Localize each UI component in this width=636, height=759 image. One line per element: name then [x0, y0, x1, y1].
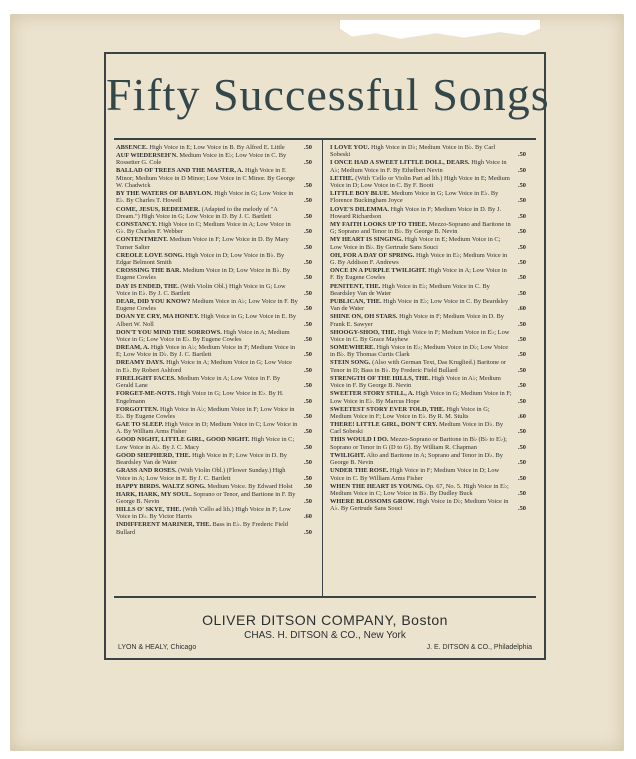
song-price: .50: [304, 274, 312, 282]
song-price: .50: [304, 228, 312, 236]
song-description: Medium Voice in G; Low Voice in E♭. By Florence Buckingham Joyce: [330, 190, 499, 205]
song-description: High Voice in F; Medium Voice in D; Low Voice in C. By William Arms Fisher: [330, 467, 500, 482]
song-entry: [116, 298, 312, 313]
song-entry: [330, 483, 526, 498]
song-title: MY HEART IS SINGING.: [330, 236, 403, 244]
song-entry: [330, 421, 526, 436]
song-title: SOMEWHERE.: [330, 344, 375, 352]
song-title: GRASS AND ROSES.: [116, 467, 177, 475]
song-entry: [330, 467, 526, 482]
song-entry: [116, 521, 312, 536]
song-entry: [116, 359, 312, 374]
song-price: .50: [518, 443, 526, 451]
song-price: .50: [304, 482, 312, 490]
song-title: OH, FOR A DAY OF SPRING.: [330, 251, 415, 259]
song-title: I ONCE HAD A SWEET LITTLE DOLL, DEARS.: [330, 159, 470, 167]
song-description: High Voice in E♭; Medium Voice in C. By Beardsley Van de Water: [330, 282, 490, 297]
song-price: .50: [518, 459, 526, 467]
song-price: .50: [518, 151, 526, 159]
song-title: UNDER THE ROSE.: [330, 467, 389, 475]
cover-frame: [104, 52, 550, 660]
song-title: DAY IS ENDED, THE.: [116, 282, 179, 290]
song-entry: [116, 467, 312, 482]
song-price: .50: [304, 366, 312, 374]
song-description: High Voice in G; Low Voice in E. By Albert W. Noll: [116, 313, 297, 328]
song-entry: [330, 267, 526, 282]
song-entry: [116, 406, 312, 421]
song-description: Medium Voice. By Edward Holst: [207, 482, 293, 490]
song-description: High Voice in D♭; Medium Voice in B♭. By Carl Sobeski: [330, 144, 496, 159]
song-entry: [116, 167, 312, 189]
song-description: High Voice in F; Medium Voice in D. By J. Howard Richardson: [330, 205, 502, 220]
song-price: .50: [304, 382, 312, 390]
song-entry: [330, 329, 526, 344]
song-description: (With 'Cello ad lib.) High Voice in F; Low Voice in D♭. By Victor Harris: [116, 506, 291, 521]
song-description: Bass in E♭. By Frederic Field Bullard: [116, 521, 288, 536]
song-price: .50: [518, 212, 526, 220]
song-list-right-column: [330, 144, 526, 513]
cover-title: Fifty Successful Songs: [106, 69, 550, 120]
song-description: High Voice in G; Low Voice in E♭. By Charles T. Howell: [116, 190, 294, 205]
song-entry: [330, 375, 526, 390]
song-price: .60: [518, 305, 526, 313]
song-description: Soprano or Tenor, and Baritone in F. By George B. Nevin: [116, 490, 296, 505]
song-title: STEIN SONG.: [330, 359, 371, 367]
song-title: CREOLE LOVE SONG.: [116, 251, 185, 259]
song-price: .50: [304, 144, 312, 151]
song-title: TWILIGHT.: [330, 451, 366, 459]
song-price: .50: [518, 382, 526, 390]
song-title: HILLS O' SKYE, THE.: [116, 506, 182, 514]
song-price: .50: [304, 459, 312, 467]
song-description: High Voice in D; Low Voice in B♭. By Edgar Belmont Smith: [116, 251, 285, 267]
song-entry: [116, 483, 312, 490]
song-entry: [330, 498, 526, 513]
song-entry: [330, 344, 526, 359]
song-description: High Voice in D; Medium Voice in C; Low Voice in A. By William Arms Fisher: [116, 421, 298, 436]
song-title: DOAN YE CRY, MA HONEY.: [116, 313, 200, 321]
song-price: .50: [304, 305, 312, 313]
song-title: ABSENCE.: [116, 144, 148, 151]
song-price: .50: [304, 182, 312, 190]
song-title: FIRELIGHT FACES.: [116, 374, 176, 382]
song-description: High Voice in D♭; Medium Voice in A♭. By Gertrude Sans Souci: [330, 497, 509, 513]
song-price: .50: [518, 259, 526, 267]
song-entry: [116, 206, 312, 221]
song-title: DON'T YOU MIND THE SORROWS.: [116, 328, 222, 336]
song-entry: [116, 344, 312, 359]
song-description: High Voice in E♭; Medium Voice in G. By Addison F. Andrews: [330, 251, 508, 267]
song-title: FORGOTTEN.: [116, 405, 159, 413]
song-title: CONSTANCY.: [116, 220, 158, 228]
song-title: THERE! LITTLE GIRL, DON'T CRY.: [330, 421, 438, 429]
song-entry: [116, 421, 312, 436]
song-description: High Voice in C; Low Voice in A♭. By J. C. Macy: [116, 436, 295, 451]
song-entry: [330, 283, 526, 298]
song-title: LETHE.: [330, 174, 354, 182]
song-price: .50: [518, 197, 526, 205]
song-price: .50: [518, 289, 526, 297]
song-description: Medium Voice in A♭; Low Voice in F. By Eugene Cowles: [116, 297, 298, 313]
song-title: WHERE BLOSSOMS GROW.: [330, 497, 415, 505]
song-title: HAPPY BIRDS. WALTZ SONG.: [116, 482, 206, 490]
song-entry: [330, 436, 526, 451]
song-price: .50: [304, 428, 312, 436]
song-title: SWEETEST STORY EVER TOLD, THE.: [330, 405, 445, 413]
song-price: .50: [304, 528, 312, 536]
song-entry: [330, 190, 526, 205]
song-entry: [330, 221, 526, 236]
song-description: High Voice in E; Medium Voice in C; Low Voice in B♭. By Gertrude Sans Souci: [330, 236, 501, 251]
song-entry: [116, 452, 312, 467]
song-description: High Voice in A♭; Medium Voice in F. By George B. Nevin: [330, 374, 501, 390]
song-entry: [116, 436, 312, 451]
song-description: High Voice in A♭; Medium Voice in F; Medium Voice in E; Low Voice in D♭. By J. C. Bartlett: [116, 344, 296, 359]
song-description: Op. 67, No. 5. High Voice in E♭; Medium Voice in C; Low Voice in B♭. By Dudley Buck: [330, 482, 509, 497]
song-description: (Also with German Text, Das Kruglied.) Baritone or Tenor in D; Bass in B♭. By Frederic Field Bullard: [330, 359, 506, 374]
song-list-left-column: [116, 144, 312, 537]
song-title: SHOOGY-SHOO, THE.: [330, 328, 397, 336]
song-description: Mezzo-Soprano and Baritone in G; Soprano and Tenor in B♭. By George B. Nevin: [330, 220, 511, 236]
song-description: (Adapted to the melody of "A Dream.") High Voice in G; Low Voice in D. By J. C. Bartlett: [116, 205, 278, 220]
song-price: .60: [304, 513, 312, 521]
song-entry: [116, 190, 312, 205]
song-price: .50: [304, 197, 312, 205]
song-entry: [330, 313, 526, 328]
song-title: WHEN THE HEART IS YOUNG.: [330, 482, 424, 490]
song-entry: [330, 159, 526, 174]
song-price: .50: [518, 320, 526, 328]
song-entry: [116, 152, 312, 167]
song-price: .50: [518, 228, 526, 236]
song-description: Medium Voice in F; Low Voice in D. By Mary Turner Salter: [116, 236, 289, 251]
song-description: Medium Voice in D; Low Voice in B♭. By Eugene Cowles: [116, 267, 291, 282]
song-title: HARK, HARK, MY SOUL.: [116, 490, 192, 498]
song-price: .50: [304, 474, 312, 482]
song-description: High Voice in F; Medium Voice in D. By Frank E. Sawyer: [330, 313, 504, 328]
song-title: BALLAD OF TREES AND THE MASTER, A.: [116, 167, 244, 175]
song-price: .50: [518, 243, 526, 251]
song-title: LOVE'S DILEMMA.: [330, 205, 389, 213]
song-description: High Voice in C; Medium Voice in A; Low Voice in G♭. By Charles F. Webber: [116, 220, 291, 236]
song-price: .50: [518, 166, 526, 174]
song-description: High Voice in A; Medium Voice in G; Low Voice in E♭. By Robert Ashford: [116, 359, 292, 374]
song-entry: [116, 221, 312, 236]
song-price: .50: [518, 474, 526, 482]
song-title: AUF WIEDERSEH'N.: [116, 152, 178, 160]
song-entry: [116, 375, 312, 390]
song-description: High Voice in A; Medium Voice in G; Low Voice in E♭. By Eugene Cowles: [116, 328, 290, 343]
torn-edge: [340, 20, 540, 42]
song-description: (With Violin Obl.) High Voice in G; Low Voice in E♭. By J. C. Bartlett: [116, 282, 286, 297]
song-description: High Voice in E Minor; Medium Voice in D Minor; Low Voice in C Minor. By George W. Chadwick: [116, 167, 295, 190]
song-price: .50: [518, 351, 526, 359]
song-description: (With 'Cello or Violin Part ad lib.) High Voice in E; Medium Voice in D; Low Voice in C. By F. Boott: [330, 174, 510, 190]
song-title: INDIFFERENT MARINER, THE.: [116, 521, 211, 529]
song-title: MY FAITH LOOKS UP TO THEE.: [330, 220, 428, 228]
song-description: High Voice in A♭; Medium Voice in F; Low Voice in E♭. By Eugene Cowles: [116, 405, 295, 420]
song-title: BY THE WATERS OF BABYLON.: [116, 190, 213, 198]
song-description: Medium Voice in D♭. By Carl Sobeski: [330, 421, 504, 436]
song-price: .50: [304, 351, 312, 359]
song-entry: [116, 506, 312, 521]
song-title: SHINE ON, OH STARS.: [330, 313, 398, 321]
song-description: High Voice in G; Medium Voice in F; Low Voice in E♭. By R. M. Stults: [330, 405, 490, 420]
song-price: .50: [304, 397, 312, 405]
song-price: .50: [304, 335, 312, 343]
song-entry: [330, 252, 526, 267]
song-entry: [330, 236, 526, 251]
song-entry: [116, 144, 312, 151]
publisher-branch: CHAS. H. DITSON & CO., New York: [244, 630, 406, 641]
song-title: COME, JESUS, REDEEMER.: [116, 205, 200, 213]
song-description: Medium Voice in A; Low Voice in F. By Gerald Lane: [116, 374, 281, 390]
song-title: GOOD SHEPHERD, THE.: [116, 451, 191, 459]
song-description: High Voice in G; Low Voice in E♭. By H. Engelmann: [116, 390, 284, 405]
agent-philadelphia: J. E. DITSON & CO., Philadelphia: [426, 644, 532, 651]
song-price: .50: [518, 335, 526, 343]
song-list: [114, 138, 536, 598]
song-title: GAE TO SLEEP.: [116, 421, 164, 429]
song-entry: [330, 206, 526, 221]
song-description: Alto and Baritone in A; Soprano and Tenor in D♭. By George B. Nevin: [330, 451, 503, 467]
song-description: High Voice in F; Medium Voice in E♭; Low Voice in C. By Grace Mayhew: [330, 328, 510, 343]
song-entry: [116, 329, 312, 344]
song-description: High Voice in E♭; Low Voice in C. By Beardsley Van de Water: [330, 297, 509, 313]
song-title: CONTENTMENT.: [116, 236, 168, 244]
song-description: High Voice in E; Low Voice in B. By Alfred E. Little: [149, 144, 285, 151]
sheet-music-cover: [10, 14, 624, 751]
song-entry: [330, 298, 526, 313]
song-title: THIS WOULD I DO.: [330, 436, 389, 444]
agent-chicago: LYON & HEALY, Chicago: [118, 644, 197, 651]
song-price: .50: [304, 212, 312, 220]
song-entry: [116, 491, 312, 506]
song-description: High Voice in G; Medium Voice in F; Low Voice in E♭. By Marcus Hope: [330, 390, 512, 405]
song-entry: [330, 359, 526, 374]
song-title: I LOVE YOU.: [330, 144, 370, 151]
song-title: FORGET-ME-NOTS.: [116, 390, 176, 398]
song-price: .50: [518, 366, 526, 374]
song-entry: [116, 236, 312, 251]
song-entry: [116, 267, 312, 282]
song-price: .50: [304, 443, 312, 451]
song-price: .50: [518, 397, 526, 405]
song-price: .50: [304, 320, 312, 328]
song-price: .50: [304, 412, 312, 420]
song-description: High Voice in A♭; Medium Voice in F. By Ethelbert Nevin: [330, 159, 507, 174]
song-price: .50: [304, 259, 312, 267]
song-title: PENITENT, THE.: [330, 282, 381, 290]
song-description: (With Violin Obl.) (Flower Sunday.) High Voice in A; Low Voice in E. By J. C. Bartlett: [116, 467, 286, 482]
song-entry: [330, 452, 526, 467]
song-entry: [330, 175, 526, 190]
column-divider: [322, 140, 323, 596]
song-price: .50: [518, 428, 526, 436]
song-price: .50: [304, 289, 312, 297]
song-title: ONCE IN A PURPLE TWILIGHT.: [330, 267, 427, 275]
song-price: .50: [518, 274, 526, 282]
song-price: .50: [518, 489, 526, 497]
song-entry: [116, 252, 312, 267]
song-description: High Voice in E♭; Medium Voice in D♭; Low Voice in B♭. By Thomas Curtis Clark: [330, 344, 509, 359]
song-price: .50: [304, 243, 312, 251]
song-price: .50: [304, 159, 312, 167]
song-title: SWEETER STORY STILL, A.: [330, 390, 415, 398]
song-title: PUBLICAN, THE.: [330, 297, 382, 305]
song-entry: [330, 406, 526, 421]
song-description: Medium Voice in E♭; Low Voice in C. By Rossetter G. Cole: [116, 152, 287, 167]
song-title: GOOD NIGHT, LITTLE GIRL, GOOD NIGHT.: [116, 436, 250, 444]
song-entry: [116, 390, 312, 405]
song-description: High Voice in F; Low Voice in D. By Beardsley Van de Water: [116, 451, 287, 467]
song-price: .60: [518, 412, 526, 420]
song-title: CROSSING THE BAR.: [116, 267, 182, 275]
song-title: DREAMY DAYS.: [116, 359, 165, 367]
song-title: DREAM, A.: [116, 344, 150, 352]
song-price: .50: [518, 182, 526, 190]
song-entry: [116, 283, 312, 298]
song-price: .50: [518, 505, 526, 513]
song-description: High Voice in A; Low Voice in F. By Eugene Cowles: [330, 267, 507, 282]
song-entry: [330, 390, 526, 405]
song-price: .50: [304, 497, 312, 505]
song-title: STRENGTH OF THE HILLS, THE.: [330, 374, 431, 382]
publisher-name: OLIVER DITSON COMPANY, Boston: [202, 612, 448, 628]
song-entry: [330, 144, 526, 159]
song-entry: [116, 313, 312, 328]
song-title: DEAR, DID YOU KNOW?: [116, 297, 191, 305]
song-title: LITTLE BOY BLUE.: [330, 190, 390, 198]
song-description: Mezzo-Soprano or Baritone in B♭ (B♭ to E♭); Soprano or Tenor in G (D to G). By William R. Chapman: [330, 436, 507, 451]
